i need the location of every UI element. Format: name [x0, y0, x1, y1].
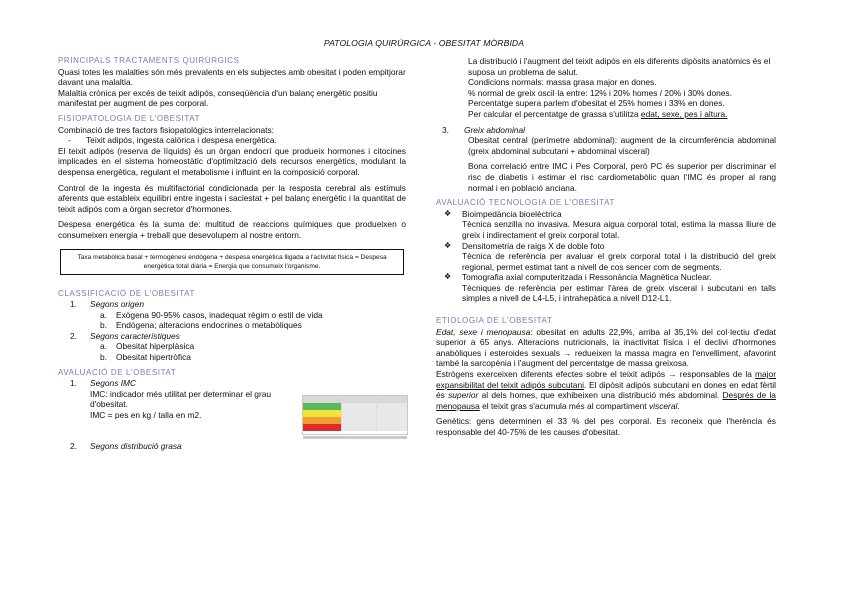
paragraph: La distribució i l'augment del teixit adipós en els diferents dipòsits anatòmics és el suposa un problema de salut.: [468, 56, 771, 77]
imc-table-row: [303, 410, 407, 417]
cell: [342, 410, 377, 417]
cell: [377, 396, 407, 403]
bullet-desc: Tècniques de referència per estimar l'àrea de greix visceral i subcutani en talls simples a nivell de L4-L5, i intrahepàtica a nivell D12-L1.: [462, 282, 776, 304]
sub-list-letter: a.: [100, 341, 107, 352]
cell: [342, 396, 377, 403]
heading-fisiopatologia: FISIOPATOLOGIA DE L'OBESITAT: [58, 113, 201, 123]
paragraph: Genètics: gens determinen el 33 % del pes corporal. Es reconeix que l'herència és responsable del 40-75% de les causes d'obesitat.: [436, 416, 776, 437]
paragraph: Despesa energètica és la suma de: multitud de reaccions químiques que produeixen o consumeixen energia + treball que desevolupem al nostre entorn.: [58, 219, 406, 240]
cell: [303, 424, 342, 431]
list-number: 3.: [442, 124, 449, 135]
text-run: al dels homes, que exhibeixen una distribució més abdominal.: [478, 390, 723, 401]
paragraph: Obesitat central (perímetre abdominal): augment de la circumferència abdominal (greix abdominal subcutani + abdominal visceral): [468, 135, 776, 156]
sub-list-letter: b.: [100, 352, 107, 363]
paragraph: [436, 327, 776, 369]
heading-classificacio: CLASSIFICACIÓ DE L'OBESITAT: [58, 288, 196, 298]
bullet-item: [436, 272, 776, 283]
sub-list-item: [58, 320, 406, 331]
paragraph: Percentatge supera parlem d'obesitat el 25% homes i 33% en dones.: [468, 98, 725, 109]
paragraph: IMC: indicador més utilitat per determinar el grau d'obesitat.: [90, 388, 272, 410]
underlined-text: major expansibilitat del teixit adipós subcutani: [436, 369, 776, 390]
paragraph: Condicions normals: massa grasa major en dones.: [468, 77, 657, 88]
sub-list-item: [58, 352, 406, 363]
list-item: [58, 299, 406, 310]
cell: [303, 410, 342, 417]
left-column: [58, 56, 406, 451]
paragraph: Control de la ingesta és multifactorial condicionada per la resposta cerebral als estímuls aferents que estableix equilibri entre ingesta i saciestat + pel balanç energètic i la quantitat de teixit adipós com a òrgan secretor d'hormones.: [58, 182, 406, 214]
list-item: [436, 125, 776, 136]
paragraph: Quasi totes les malalties són més prevalents en els subjectes amb obesitat i poden empitjorar davant una malaltia.: [58, 66, 406, 88]
heading-tecnologia: AVALUACIÓ TECNOLOGIA DE L'OBESITAT: [436, 198, 616, 208]
cell: [342, 417, 377, 424]
imc-section: [58, 389, 406, 441]
cell: [342, 424, 377, 431]
sub-list-letter: b.: [100, 320, 107, 331]
italic-text: Edat, sexe i menopausa: [436, 326, 531, 337]
paragraph: % normal de greix oscil·la entre: 12% i 20% homes / 20% i 30% dones.: [468, 87, 732, 98]
sub-list-text: Endògena; alteracions endocrines o metabòliques: [116, 320, 302, 331]
list-label: Segons IMC: [90, 378, 137, 389]
text-run: . El dipòsit adipós subcutani en dones en edat fèrtil és: [436, 379, 776, 401]
imc-text: [90, 389, 290, 421]
sub-list-item: [58, 341, 406, 352]
paragraph: IMC = pes en kg / talla en m2.: [90, 410, 202, 421]
cell: [377, 417, 407, 424]
sub-list-text: Obesitat hiperplàsica: [116, 341, 195, 352]
list-item: [58, 441, 406, 452]
bullet-desc: Tècnica senzilla no invasiva. Mesura aigua corporal total, estima la massa lliure de greix i indirectament el greix corporal total.: [462, 219, 776, 240]
list-label: Greix abdominal: [464, 124, 525, 135]
text-run: el teixit gras s'acumula més al compartiment: [479, 400, 649, 411]
list-number: 1.: [70, 378, 77, 389]
diamond-bullet-icon: ❖: [444, 208, 452, 218]
dash-item-text: Teixit adipós, ingesta calòrica i despesa energètica.: [86, 135, 277, 146]
paragraph: El teixit adipós (reserva de líquids) és un òrgan endocrí que produeix hormones i citocines implicades en el sistema homeostàtic d'optimització dels recursos energètics, modulant la despensa energètica, regulant el metabolisme i influint en la composició corporal.: [58, 145, 406, 177]
list-number: 2.: [70, 440, 77, 451]
heading-avaluacio: AVALUACIÓ DE L'OBESITAT: [58, 367, 177, 377]
bullet-item: [436, 241, 776, 252]
cell: [377, 410, 407, 417]
cell: [377, 424, 407, 431]
continuation-block: [436, 56, 776, 120]
sub-list-text: Obesitat hipertròfica: [116, 352, 191, 363]
paragraph: [436, 369, 776, 411]
document-title: PATOLOGIA QUIRÚRGICA - OBESITAT MÒRBIDA: [323, 38, 525, 48]
bullet-label: Densitometria de raigs X de doble foto: [462, 240, 605, 251]
formula-box: Taxa metabòlica basal + termogènesi endògena + despesa energètica lligada a l'activitat física = Despesa energètica total diària = Energia que consumeix l'organisme.: [60, 249, 404, 275]
text-run: : obesitat en adults 22,9%, arriba al 35,1% del col·lectiu d'edat superior a 65 anys. Alteracions nutricionals, la inactivitat física i el declivi d'hormones anabòliques i esteroides sexuals → redueixen la massa magra en l'envelliment, afavorint també la sarcopènia i l'augment del percentatge de massa greixosa.: [436, 326, 776, 369]
cell: [303, 403, 342, 410]
paragraph: Combinació de tres factors fisiopatològics interrelacionats:: [58, 124, 274, 135]
dash-marker: -: [68, 135, 71, 146]
bullet-item: [436, 209, 776, 220]
text-run: Estrògens exerceixen diferents efectes sobre el teixit adipós → responsables de la: [436, 369, 756, 380]
paragraph: [468, 109, 776, 120]
right-column: [436, 56, 776, 438]
text-run: Per calcular el percentatge de grassa s'utilitza: [468, 108, 641, 119]
paragraph: Bona correlació entre IMC i Pes Corporal, però PC és superior per discriminar el risc de diabetis i estimar el risc cardiometabòlic quan l'IMC és proper al rang normal i en població anciana.: [468, 161, 776, 193]
greix-block: [436, 135, 776, 193]
sub-list-letter: a.: [100, 309, 107, 320]
underlined-text: edat, sexe, pes i altura.: [640, 108, 728, 119]
italic-text: superior: [448, 390, 479, 401]
list-label: Segons distribució grasa: [90, 440, 182, 451]
list-label: Segons característiques: [90, 330, 180, 341]
list-label: Segons origen: [90, 299, 145, 310]
text-run: .: [677, 400, 680, 411]
bullet-label: Bioimpedància bioelèctrica: [462, 208, 562, 219]
sub-list-item: [58, 310, 406, 321]
cell: [377, 403, 407, 410]
sub-list-text: Exògena 90-95% casos, inadequat règim o estil de vida: [116, 309, 323, 320]
diamond-bullet-icon: ❖: [444, 272, 452, 282]
imc-table-header: [303, 396, 407, 403]
list-number: 1.: [70, 299, 77, 310]
bullet-label: Tomografia axial computeritzada i Ressonància Magnètica Nuclear.: [462, 272, 712, 283]
dash-list-item: [58, 135, 406, 146]
imc-table-row: [303, 417, 407, 424]
cell: [303, 396, 342, 403]
bullet-desc: Tècnica de referència per avaluar el greix corporal total i la distribució del greix regional, permet estimat tant a nivell de cos sencer com de segments.: [462, 251, 776, 272]
imc-table-row: [303, 403, 407, 410]
paragraph: Malaltia crònica per excés de teixit adipós, conseqüència d'un balanç energètic positiu manifestat per augment de pes corporal.: [58, 87, 378, 109]
underlined-text: Després de la menopausa: [436, 390, 776, 411]
diamond-bullet-icon: ❖: [444, 240, 452, 250]
cell: [342, 403, 377, 410]
list-item: [58, 331, 406, 342]
heading-principals: PRINCIPALS TRACTAMENTS QUIRÚRGICS: [58, 56, 240, 65]
heading-etiologia: ETIOLOGIA DE L'OBESITAT: [436, 316, 553, 326]
cell: [303, 417, 342, 424]
imc-table-caption: [303, 436, 407, 439]
list-item: [58, 378, 406, 389]
list-number: 2.: [70, 330, 77, 341]
imc-table-image: [302, 395, 408, 435]
imc-table-row: [303, 424, 407, 431]
italic-text: visceral: [648, 400, 678, 411]
